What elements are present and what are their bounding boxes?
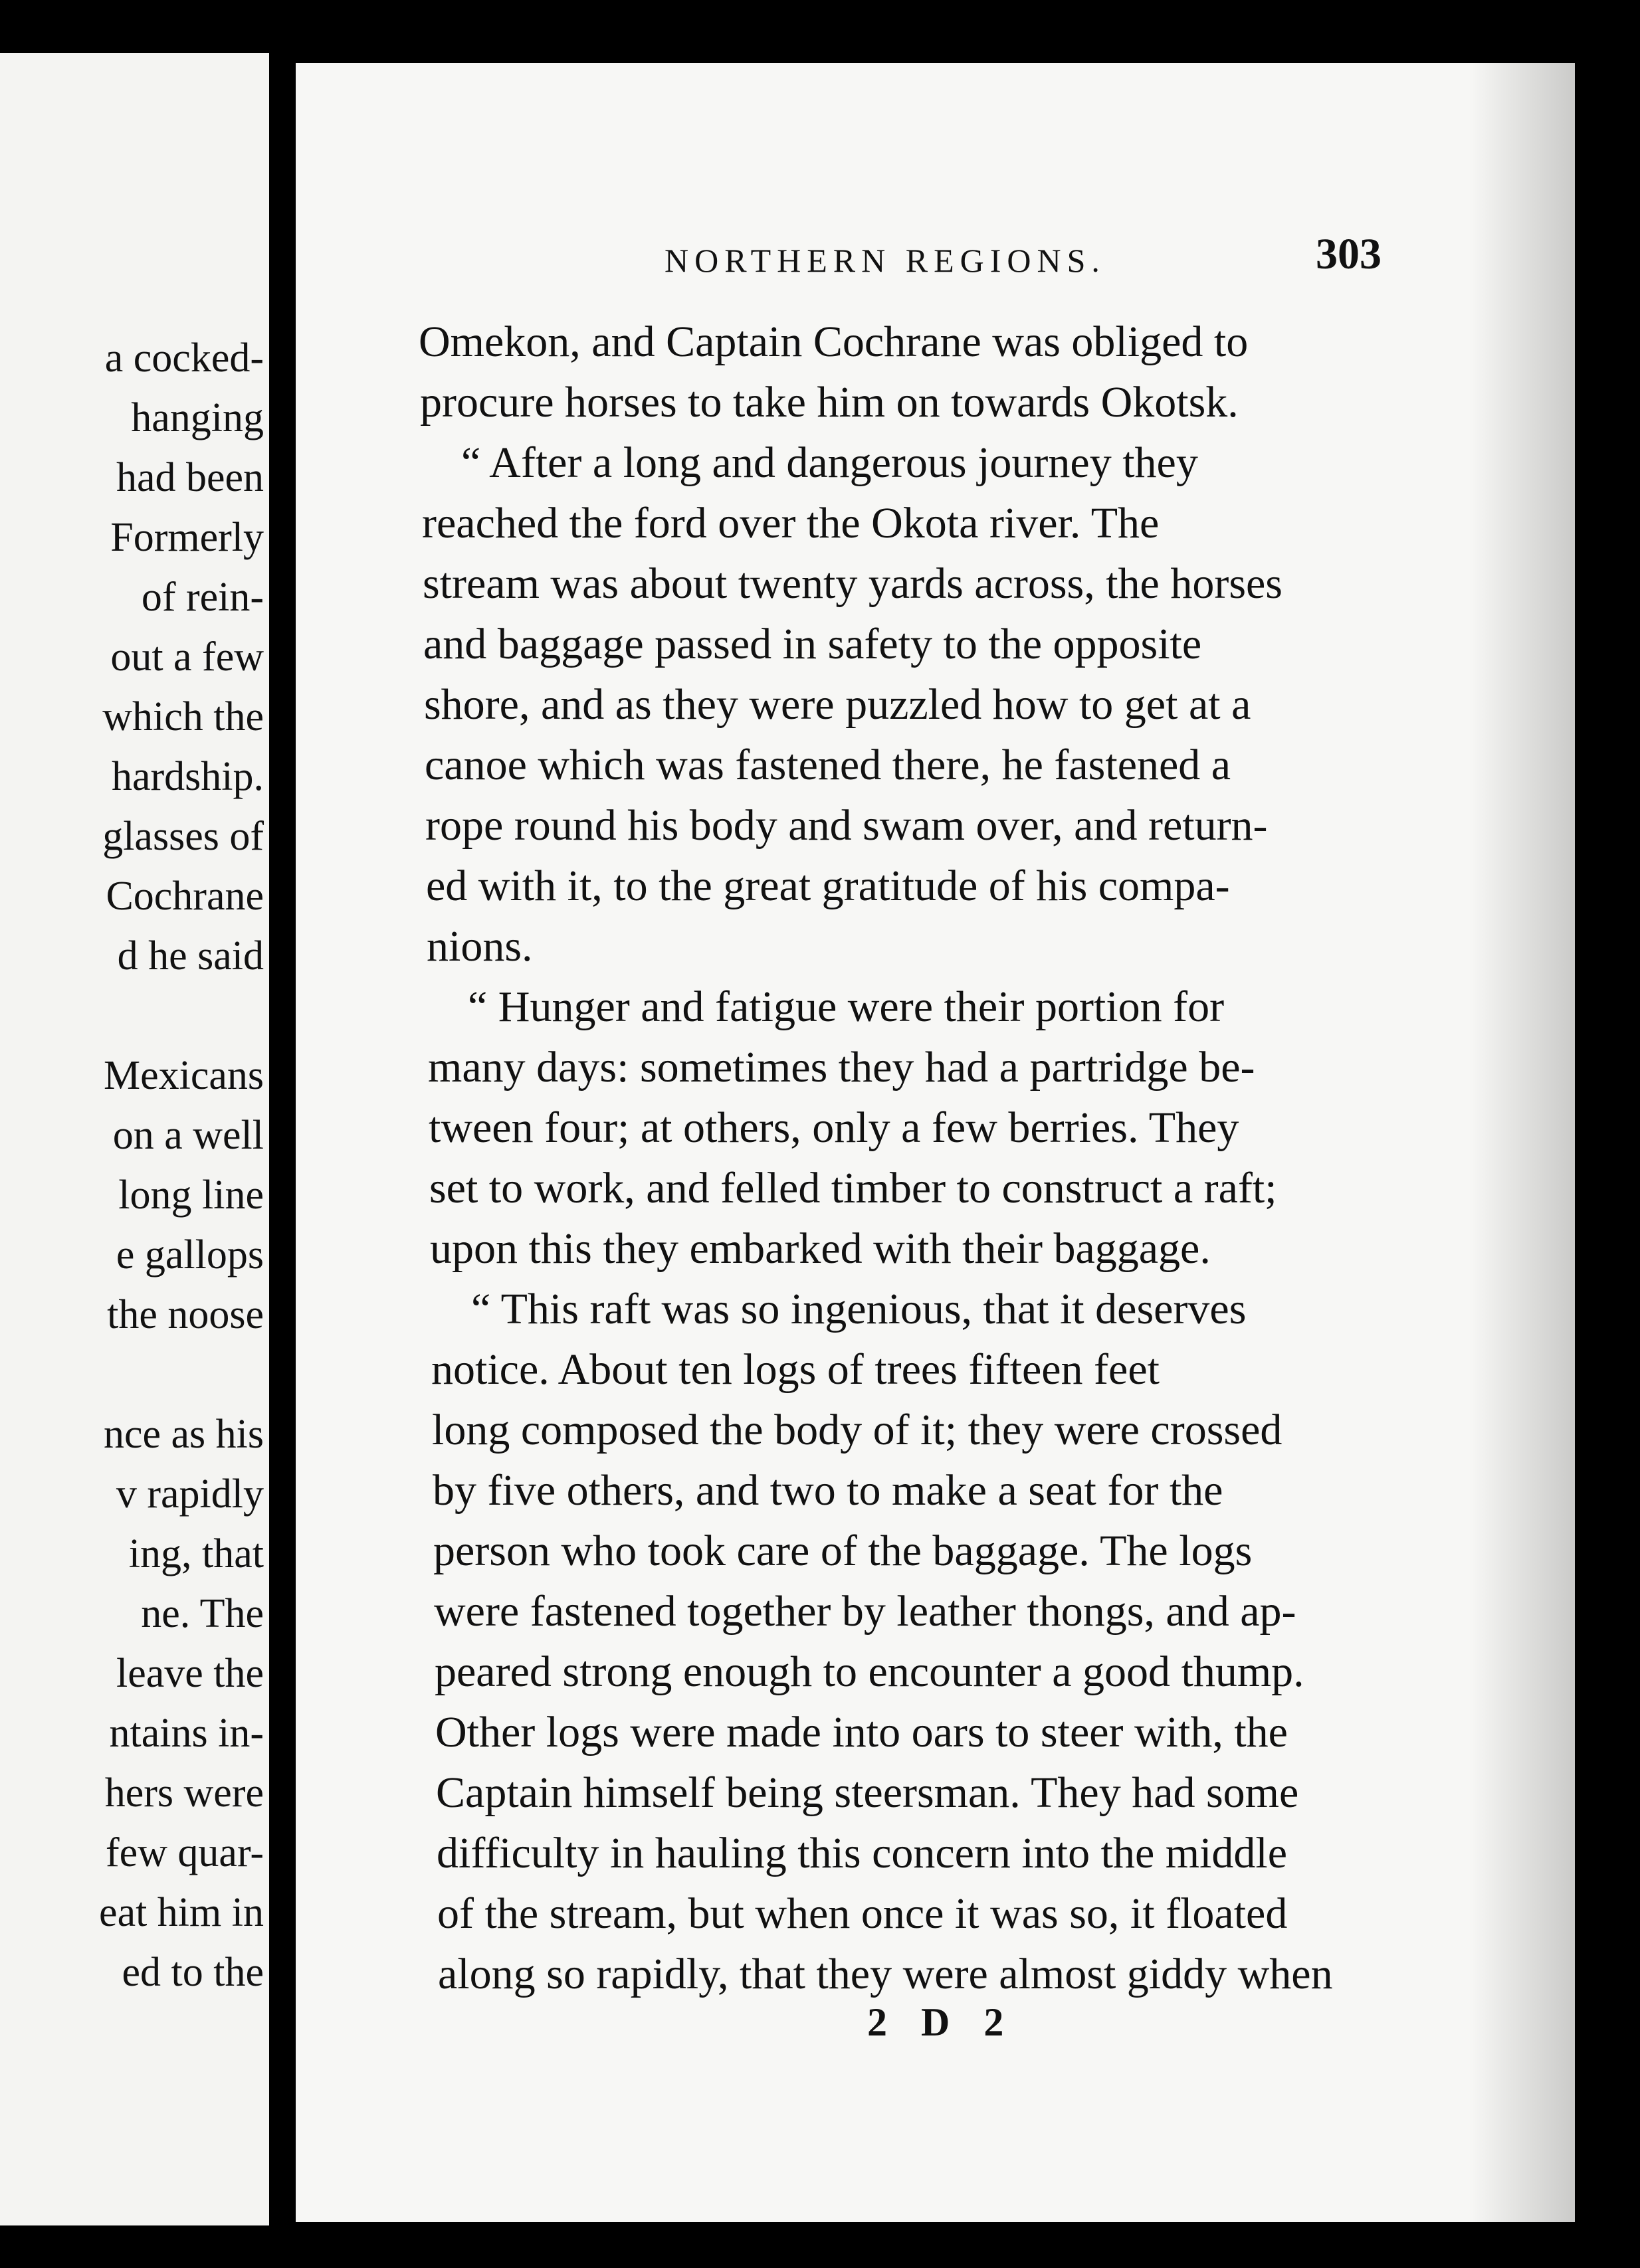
- text-line: upon this they embarked with their baggage.: [430, 1224, 1211, 1273]
- text-line: shore, and as they were puzzled how to get at a: [424, 680, 1251, 729]
- text-line: set to work, and felled timber to construct a raft;: [429, 1164, 1277, 1212]
- facing-page-line: hardship.: [111, 754, 264, 799]
- facing-page-line: ne. The: [141, 1591, 264, 1636]
- text-line: and baggage passed in safety to the opposite: [423, 620, 1202, 668]
- text-line: person who took care of the baggage. The logs: [433, 1527, 1253, 1575]
- book-gutter: [269, 0, 296, 2268]
- facing-page-line: a cocked-: [104, 335, 264, 381]
- facing-page-line: e gallops: [116, 1232, 264, 1277]
- text-line: Captain himself being steersman. They had some: [436, 1768, 1299, 1817]
- text-line: tween four; at others, only a few berries. They: [429, 1103, 1239, 1152]
- facing-page-line: few quar-: [105, 1830, 264, 1875]
- page-edge-shadow: [1469, 63, 1575, 2222]
- facing-page-line: which the: [102, 694, 264, 739]
- text-line: by five others, and two to make a seat for the: [433, 1466, 1223, 1515]
- page-number: 303: [1316, 230, 1382, 278]
- text-line: many days: sometimes they had a partridge be-: [428, 1043, 1255, 1091]
- facing-page-line: leave the: [116, 1651, 264, 1696]
- text-line: procure horses to take him on towards Okotsk.: [420, 378, 1239, 426]
- text-line: stream was about twenty yards across, the horses: [423, 559, 1282, 608]
- facing-page-line: eat him in: [99, 1890, 264, 1935]
- facing-page-line: d he said: [117, 933, 264, 979]
- text-line: reached the ford over the Okota river. The: [422, 499, 1160, 547]
- text-line: difficulty in hauling this concern into the middle: [437, 1829, 1288, 1877]
- facing-page-line: ing, that: [128, 1531, 264, 1576]
- text-line: peared strong enough to encounter a good thump.: [435, 1648, 1304, 1696]
- facing-page-left: [0, 53, 269, 2225]
- book-page-303: [296, 63, 1575, 2222]
- facing-page-line: had been: [116, 455, 264, 500]
- text-line: Other logs were made into oars to steer with, the: [435, 1708, 1288, 1756]
- facing-page-line: nce as his: [103, 1412, 264, 1457]
- facing-page-line: Cochrane: [106, 874, 264, 919]
- facing-page-line: ed to the: [122, 1950, 264, 1995]
- running-head: NORTHERN REGIONS.: [665, 242, 1106, 279]
- facing-page-line: v rapidly: [116, 1471, 264, 1517]
- facing-page-line: Mexicans: [103, 1053, 264, 1098]
- text-line: Omekon, and Captain Cochrane was obliged to: [419, 318, 1249, 366]
- facing-page-line: hers were: [104, 1770, 264, 1816]
- text-line: canoe which was fastened there, he fastened a: [425, 741, 1231, 789]
- facing-page-line: out a few: [110, 634, 264, 680]
- text-line: along so rapidly, that they were almost giddy when: [438, 1950, 1333, 1998]
- facing-page-line: ntains in-: [109, 1711, 264, 1756]
- text-line: ed with it, to the great gratitude of his compa-: [426, 862, 1230, 910]
- facing-page-line: long line: [118, 1173, 264, 1218]
- facing-page-line: Formerly: [110, 515, 264, 560]
- text-line: “ Hunger and fatigue were their portion for: [468, 983, 1225, 1031]
- text-line: “ After a long and dangerous journey they: [461, 438, 1198, 487]
- signature-mark: 2 D 2: [867, 2000, 1016, 2044]
- facing-page-line: on a well: [112, 1113, 264, 1158]
- text-line: rope round his body and swam over, and return-: [425, 801, 1268, 850]
- facing-page-line: glasses of: [102, 814, 264, 859]
- text-line: “ This raft was so ingenious, that it deserves: [471, 1285, 1247, 1333]
- text-line: notice. About ten logs of trees fifteen feet: [431, 1345, 1160, 1394]
- text-line: nions.: [427, 922, 533, 971]
- facing-page-line: hanging: [131, 395, 264, 440]
- facing-page-line: the noose: [107, 1292, 264, 1337]
- text-line: of the stream, but when once it was so, it floated: [437, 1889, 1288, 1938]
- text-line: were fastened together by leather thongs, and ap-: [434, 1587, 1296, 1636]
- text-line: long composed the body of it; they were crossed: [432, 1406, 1282, 1454]
- facing-page-line: of rein-: [141, 575, 264, 620]
